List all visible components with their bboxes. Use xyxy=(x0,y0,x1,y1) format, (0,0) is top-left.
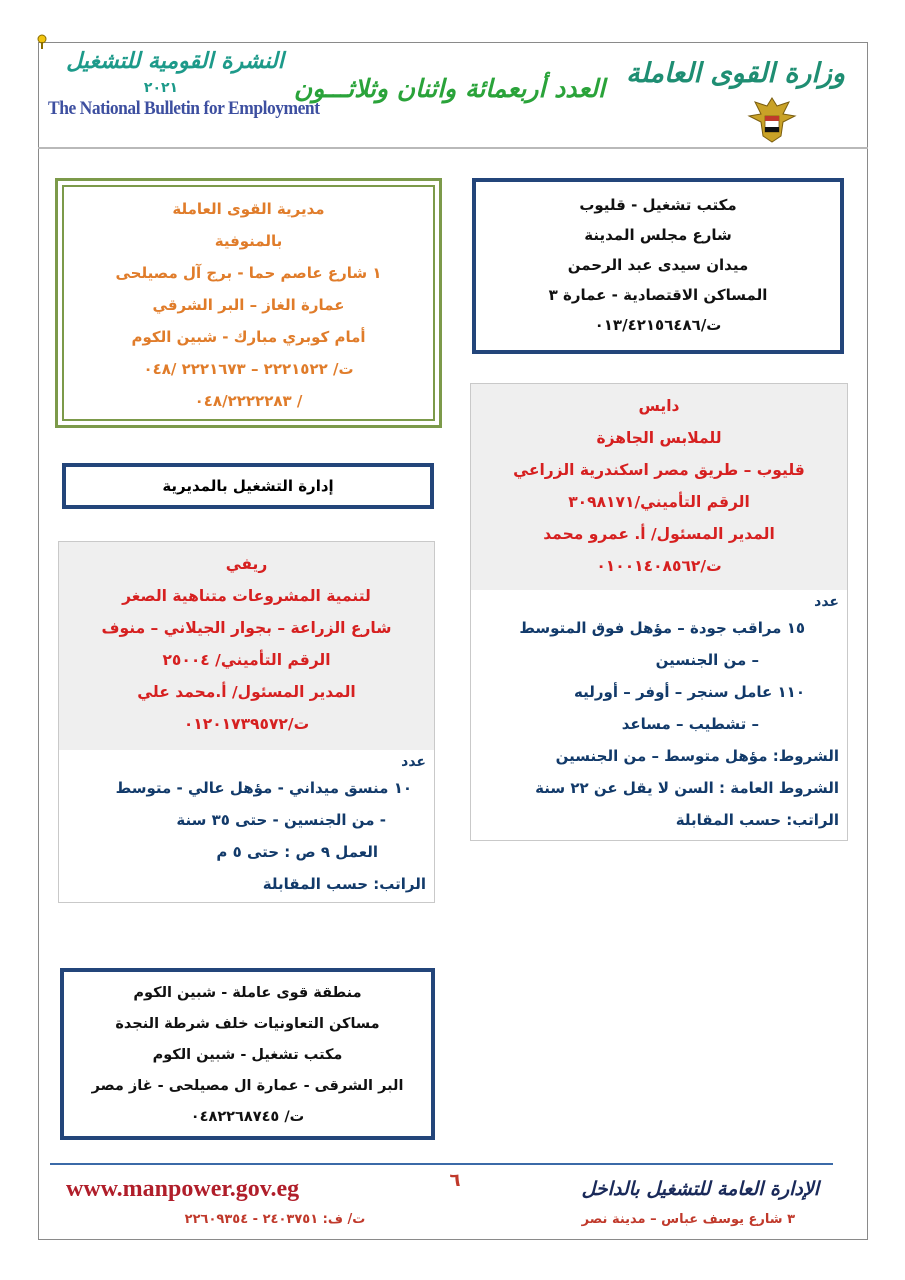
header-divider xyxy=(38,147,868,149)
company-line: المدير المسئول/ أ. عمرو محمد xyxy=(543,525,775,543)
vacancy-line: – تشطيب – مساعد xyxy=(621,715,759,733)
vacancy-line: - من الجنسين - حتى ٣٥ سنة xyxy=(176,811,386,829)
conditions-line: الشروط: مؤهل متوسط – من الجنسين xyxy=(555,747,839,765)
egypt-eagle-icon xyxy=(743,92,801,146)
conditions-line: الشروط العامة : السن لا يقل عن ٢٢ سنة xyxy=(535,779,839,797)
company-phone: ت/٠١٢٠١٧٣٩٥٧٢ xyxy=(183,715,310,733)
salary-line: الراتب: حسب المقابلة xyxy=(262,875,426,893)
footer-divider xyxy=(50,1163,833,1165)
employment-management-label: إدارة التشغيل بالمديرية xyxy=(62,463,434,509)
directorate-line: ١ شارع عاصم حما - برج آل مصيلحى xyxy=(115,264,382,282)
footer-phone: ت/ ف: ٢٤٠٣٧٥١ - ٢٢٦٠٩٣٥٤ xyxy=(184,1212,366,1227)
company-line: المدير المسئول/ أ.محمد علي xyxy=(137,683,356,701)
office-line: مكتب تشغيل - قليوب xyxy=(579,196,737,214)
directorate-line: بالمنوفية xyxy=(214,232,283,250)
company-line: قليوب – طريق مصر اسكندرية الزراعي xyxy=(513,461,805,479)
rify-job-listing xyxy=(58,541,435,903)
website-link[interactable]: www.manpower.gov.eg xyxy=(66,1176,300,1202)
count-label: عدد xyxy=(401,754,426,770)
pin-icon xyxy=(36,34,48,50)
company-line: الرقم التأميني/٣٠٩٨١٧١ xyxy=(568,493,750,511)
page-number: ٦ xyxy=(449,1170,461,1191)
bulletin-title-english: The National Bulletin for Employment xyxy=(48,98,320,119)
company-phone: ت/٠١٠٠١٤٠٨٥٦٢ xyxy=(596,557,722,575)
directorate-inner-frame xyxy=(62,185,435,421)
shebin-zone-box xyxy=(60,968,435,1140)
company-line: شارع الزراعة – بجوار الجيلاني – منوف xyxy=(101,619,392,637)
dice-company-info xyxy=(471,384,847,590)
footer-address: ٣ شارع يوسف عباس – مدينة نصر xyxy=(581,1212,795,1227)
dice-job-listing xyxy=(470,383,848,841)
office-line: شارع مجلس المدينة xyxy=(584,226,732,244)
count-label: عدد xyxy=(814,594,839,610)
office-phone: ت/٠١٣/٤٢١٥٦٤٨٦ xyxy=(594,316,722,334)
zone-phone: ت/ ٠٤٨٢٢٦٨٧٤٥ xyxy=(190,1109,305,1125)
rify-company-info xyxy=(59,542,434,750)
dice-vacancies xyxy=(471,590,847,842)
bulletin-title-arabic: النشرة القومية للتشغيل xyxy=(66,48,284,74)
company-line: الرقم التأميني/ ٢٥٠٠٤ xyxy=(162,651,331,669)
salary-line: الراتب: حسب المقابلة xyxy=(675,811,839,829)
office-line: ميدان سيدى عبد الرحمن xyxy=(567,256,749,274)
zone-line: مساكن التعاونيات خلف شرطة النجدة xyxy=(115,1016,380,1032)
directorate-box xyxy=(55,178,442,428)
rify-vacancies xyxy=(59,750,434,906)
directorate-line: أمام كوبري مبارك - شبين الكوم xyxy=(131,328,366,346)
office-line: المساكن الاقتصادية - عمارة ٣ xyxy=(548,286,768,304)
zone-line: منطقة قوى عاملة - شبين الكوم xyxy=(133,985,362,1001)
company-line: لتنمية المشروعات متناهية الصغر xyxy=(122,587,371,605)
directorate-phone: ت/ ٢٢٢١٥٢٢ – ٢٢٢١٦٧٣ /٠٤٨ xyxy=(143,360,354,378)
qalyub-office-box xyxy=(472,178,844,354)
company-name: دايس xyxy=(638,397,680,415)
vacancy-line: ١٠ منسق ميداني - مؤهل عالي - متوسط xyxy=(115,779,412,797)
company-name: ريفي xyxy=(225,555,268,573)
directorate-phone: / ٠٤٨/٢٢٢٢٢٨٣ xyxy=(194,392,303,410)
footer-organization: الإدارة العامة للتشغيل بالداخل xyxy=(581,1178,819,1200)
zone-line: مكتب تشغيل - شبين الكوم xyxy=(152,1047,343,1063)
vacancy-line: ١٥ مراقب جودة – مؤهل فوق المتوسط xyxy=(519,619,805,637)
zone-line: البر الشرقى - عمارة ال مصيلحى - غاز مصر xyxy=(91,1078,404,1094)
directorate-line: مديرية القوى العاملة xyxy=(172,200,325,218)
work-hours-line: العمل ٩ ص : حتى ٥ م xyxy=(216,843,378,861)
directorate-line: عمارة الغاز – البر الشرقي xyxy=(152,296,345,314)
issue-number: العدد أربعمائة واثنان وثلاثـــون xyxy=(293,74,605,103)
vacancy-line: – من الجنسين xyxy=(655,651,759,669)
company-line: للملابس الجاهزة xyxy=(596,429,722,447)
vacancy-line: ١١٠ عامل سنجر – أوفر – أورليه xyxy=(574,683,805,701)
bulletin-year: ٢٠٢١ xyxy=(143,80,179,96)
ministry-title: وزارة القوى العاملة xyxy=(626,58,845,89)
